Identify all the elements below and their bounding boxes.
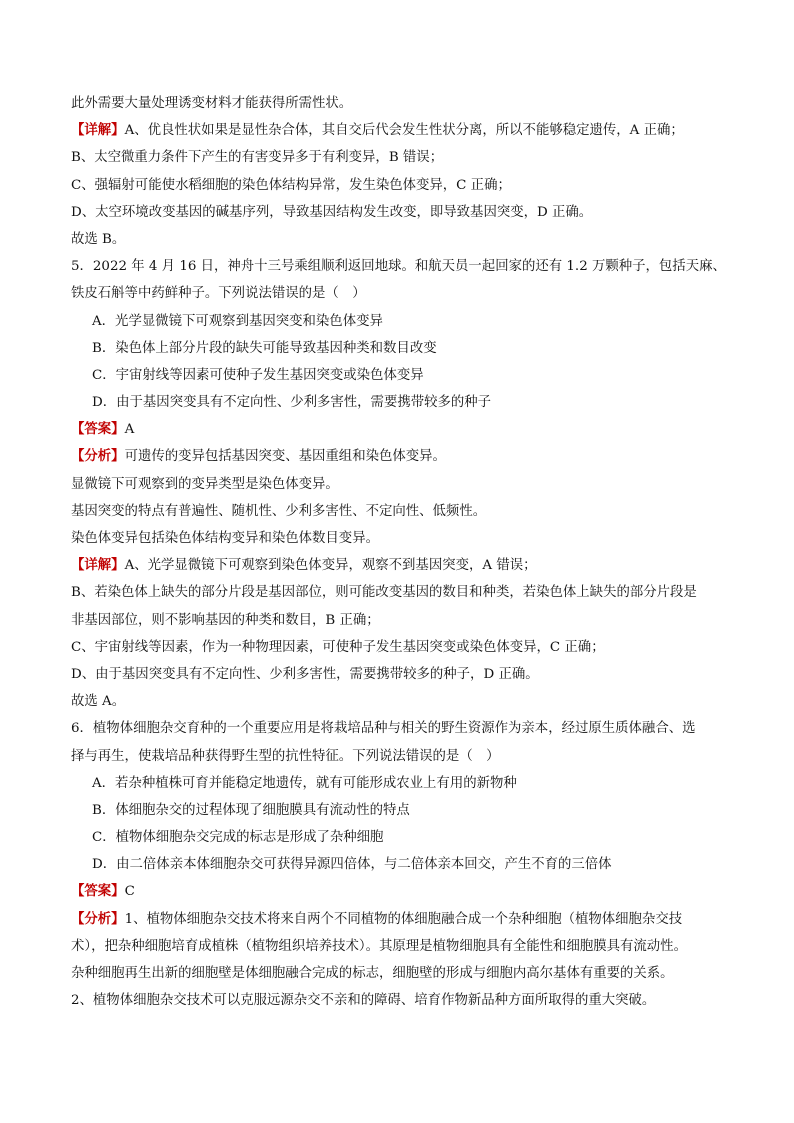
line-text: D．由二倍体亲本体细胞杂交可获得异源四倍体，与二倍体亲本回交，产生不育的三倍体 — [92, 857, 612, 873]
line-text: C．植物体细胞杂交完成的标志是形成了杂种细胞 — [92, 830, 384, 846]
line-text: 5．2022 年 4 月 16 日，神舟十三号乘组顺利返回地球。和航天员一起回家的还有 1.2 万颗种子，包括天麻、 — [71, 259, 726, 275]
text-line — [71, 906, 731, 933]
line-text: 显微镜下可观察到的变异类型是染色体变异。 — [71, 476, 339, 492]
text-line — [71, 987, 731, 1014]
line-text: B、若染色体上缺失的部分片段是基因部位，则可能改变基因的数目和种类，若染色体上缺失的部分片段是 — [71, 585, 697, 601]
line-text: 染色体变异包括染色体结构变异和染色体数目变异。 — [71, 531, 379, 546]
line-text: 杂种细胞再生出新的细胞壁是体细胞融合完成的标志，细胞壁的形成与细胞内高尔基体有重要的关系。 — [71, 966, 674, 981]
line-text: 1、植物体细胞杂交技术将来自两个不同植物的体细胞融合成一个杂种细胞（植物体细胞杂交技 — [124, 911, 683, 927]
line-text: 故选 B。 — [71, 231, 126, 247]
line-text: B．体细胞杂交的过程体现了细胞膜具有流动性的特点 — [92, 802, 410, 818]
option-line — [71, 308, 731, 335]
line-text: 故选 A。 — [71, 694, 126, 710]
document-page — [71, 90, 731, 1014]
text-line — [71, 661, 731, 688]
line-text: 此外需要大量处理诱变材料才能获得所需性状。 — [71, 96, 353, 111]
tag-label: 答案 — [84, 421, 112, 438]
text-line — [71, 471, 731, 498]
text-line — [71, 525, 731, 552]
line-text: A．光学显微镜下可观察到基因突变和染色体变异 — [92, 313, 383, 329]
line-text: A．若杂种植株可育并能稳定地遗传，就有可能形成农业上有用的新物种 — [92, 775, 517, 791]
text-line — [71, 144, 731, 171]
text-line — [71, 878, 731, 905]
text-line — [71, 226, 731, 253]
line-text: B、太空微重力条件下产生的有害变异多于有利变异，B 错误； — [71, 150, 444, 166]
option-line — [71, 824, 731, 851]
text-line — [71, 960, 731, 987]
bracket-open: 【 — [71, 557, 85, 574]
tag-label: 答案 — [84, 883, 112, 900]
option-line — [71, 362, 731, 389]
text-line — [71, 443, 731, 470]
line-text: 术），把杂种细胞培育成植株（植物组织培养技术）。其原理是植物细胞具有全能性和细胞膜具有流动性。 — [71, 938, 687, 954]
bracket-open: 【 — [71, 122, 85, 139]
bracket-close: 】 — [111, 421, 125, 438]
tag-label: 分析 — [84, 448, 112, 465]
text-line — [71, 634, 731, 661]
bracket-close: 】 — [111, 122, 125, 139]
text-line — [71, 416, 731, 443]
section-tag — [71, 557, 125, 573]
line-text: 非基因部位，则不影响基因的种类和数目，B 正确； — [71, 612, 380, 628]
text-line — [71, 90, 731, 117]
line-text: C、宇宙射线等因素，作为一种物理因素，可使种子发生基因突变或染色体变异，C 正确； — [71, 639, 605, 655]
line-text: C．宇宙射线等因素可使种子发生基因突变或染色体变异 — [92, 367, 424, 383]
line-text: 可遗传的变异包括基因突变、基因重组和染色体变异。 — [124, 449, 446, 465]
text-line — [71, 688, 731, 715]
section-tag — [71, 122, 125, 138]
bracket-close: 】 — [111, 910, 125, 927]
line-text: 6．植物体细胞杂交育种的一个重要应用是将栽培品种与相关的野生资源作为亲本，经过原生质体融合、选 — [71, 721, 696, 737]
text-line — [71, 607, 731, 634]
line-text: C、强辐射可能使水稻细胞的染色体结构异常，发生染色体变异，C 正确； — [71, 177, 511, 193]
text-line — [71, 552, 731, 579]
text-line — [71, 253, 731, 280]
line-text: 择与再生，使栽培品种获得野生型的抗性特征。下列说法错误的是（ ） — [71, 748, 500, 764]
option-line — [71, 851, 731, 878]
section-tag — [71, 911, 125, 927]
line-text: A、优良性状如果是显性杂合体，其自交后代会发生性状分离，所以不能够稳定遗传，A 正确； — [124, 123, 684, 139]
text-line — [71, 280, 731, 307]
tag-label: 详解 — [84, 122, 112, 139]
tag-label: 详解 — [84, 557, 112, 574]
text-line — [71, 715, 731, 742]
bracket-close: 】 — [111, 448, 125, 465]
line-text: A — [124, 422, 135, 438]
text-line — [71, 199, 731, 226]
line-text: 基因突变的特点有普遍性、随机性、少利多害性、不定向性、低频性。 — [71, 503, 487, 519]
text-line — [71, 579, 731, 606]
line-text: C — [124, 884, 135, 900]
bracket-open: 【 — [71, 421, 85, 438]
bracket-open: 【 — [71, 910, 85, 927]
option-line — [71, 770, 731, 797]
text-line — [71, 117, 731, 144]
section-tag — [71, 421, 125, 437]
text-line — [71, 498, 731, 525]
text-line — [71, 172, 731, 199]
line-text: 铁皮石斛等中药鲜种子。下列说法错误的是（ ） — [71, 286, 366, 302]
text-line — [71, 933, 731, 960]
line-text: A、光学显微镜下可观察到染色体变异，观察不到基因突变，A 错误； — [124, 558, 537, 574]
tag-label: 分析 — [84, 910, 112, 927]
text-line — [71, 743, 731, 770]
line-text: D．由于基因突变具有不定向性、少利多害性，需要携带较多的种子 — [92, 395, 492, 411]
option-line — [71, 389, 731, 416]
bracket-close: 】 — [111, 557, 125, 574]
bracket-open: 【 — [71, 883, 85, 900]
line-text: D、太空环境改变基因的碱基序列，导致基因结构发生改变，即导致基因突变，D 正确。 — [71, 204, 593, 220]
line-text: B．染色体上部分片段的缺失可能导致基因种类和数目改变 — [92, 340, 437, 356]
line-text: 2、植物体细胞杂交技术可以克服远源杂交不亲和的障碍、培育作物新品种方面所取得的重大突破。 — [71, 993, 656, 1009]
section-tag — [71, 448, 125, 464]
section-tag — [71, 883, 125, 899]
bracket-close: 】 — [111, 883, 125, 900]
line-text: D、由于基因突变具有不定向性、少利多害性，需要携带较多的种子，D 正确。 — [71, 666, 539, 682]
option-line — [71, 335, 731, 362]
option-line — [71, 797, 731, 824]
bracket-open: 【 — [71, 448, 85, 465]
